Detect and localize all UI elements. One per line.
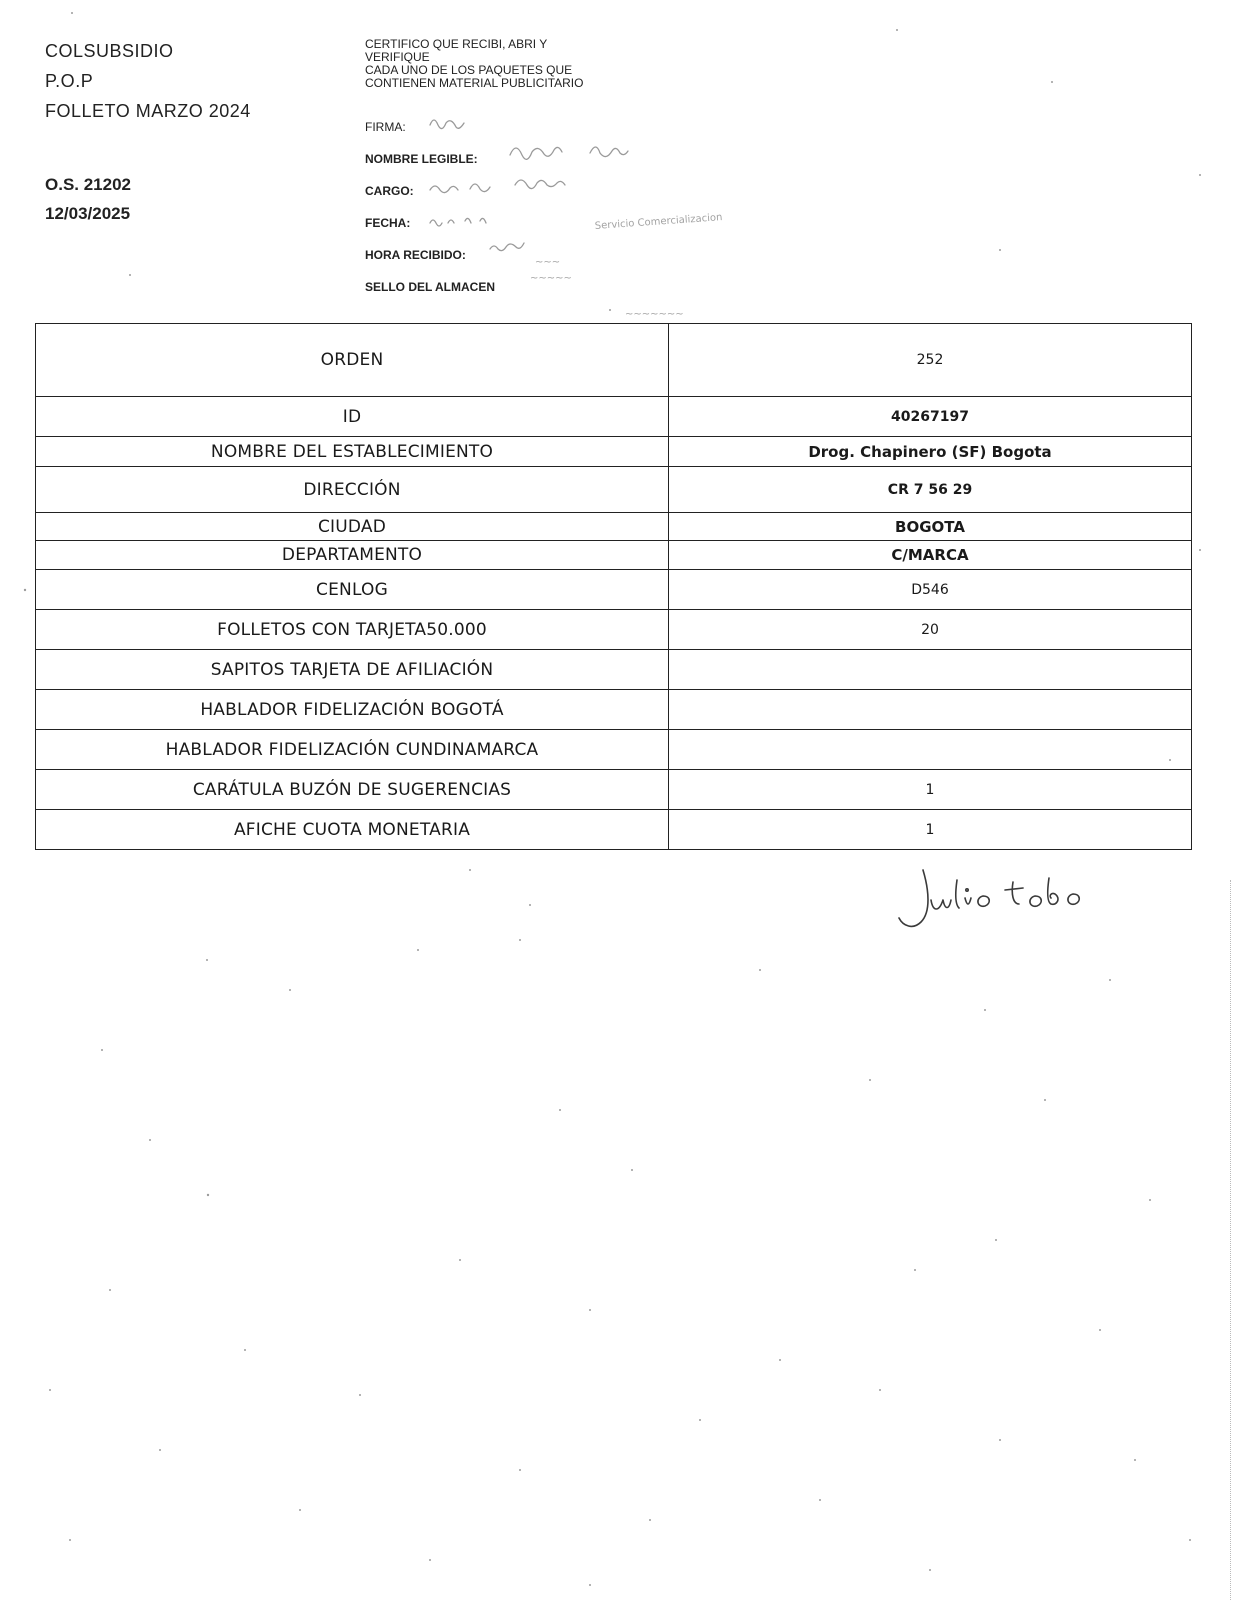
row-label-direccion: DIRECCIÓN	[36, 467, 669, 513]
row-value-cenlog: D546	[669, 570, 1192, 610]
svg-text:~~~~~: ~~~~~	[530, 273, 572, 284]
table-row	[36, 610, 1192, 650]
table-row	[36, 541, 1192, 570]
handwritten-signature	[895, 860, 1095, 940]
row-label-orden: ORDEN	[36, 324, 669, 397]
row-value-caratula: 1	[669, 770, 1192, 810]
row-label-departamento: DEPARTAMENTO	[36, 541, 669, 570]
table-row	[36, 730, 1192, 770]
table-row	[36, 810, 1192, 850]
cert-line-4: CONTIENEN MATERIAL PUBLICITARIO	[365, 76, 584, 90]
table-row	[36, 513, 1192, 541]
faint-handwriting	[420, 105, 860, 320]
row-value-departamento: C/MARCA	[669, 541, 1192, 570]
row-label-caratula: CARÁTULA BUZÓN DE SUGERENCIAS	[36, 770, 669, 810]
cert-line-1: CERTIFICO QUE RECIBI, ABRI Y	[365, 37, 548, 51]
row-value-hablador-bogota	[669, 690, 1192, 730]
table-row	[36, 467, 1192, 513]
row-value-orden: 252	[669, 324, 1192, 397]
folleto-title: FOLLETO MARZO 2024	[45, 101, 251, 121]
order-service-block	[45, 170, 131, 228]
row-value-id: 40267197	[669, 397, 1192, 437]
company-name: COLSUBSIDIO	[45, 41, 174, 61]
row-value-folletos: 20	[669, 610, 1192, 650]
table-row	[36, 690, 1192, 730]
row-label-sapitos: SAPITOS TARJETA DE AFILIACIÓN	[36, 650, 669, 690]
program-name: P.O.P	[45, 71, 94, 91]
svg-text:Servicio Comercializacion: Servicio Comercializacion	[594, 212, 723, 232]
table-row	[36, 397, 1192, 437]
table-row	[36, 570, 1192, 610]
cargo-label: CARGO:	[365, 184, 414, 198]
table-row	[36, 770, 1192, 810]
scan-edge-line	[1230, 880, 1232, 1600]
row-value-hablador-cundinamarca	[669, 730, 1192, 770]
row-label-afiche: AFICHE CUOTA MONETARIA	[36, 810, 669, 850]
cert-line-3: CADA UNO DE LOS PAQUETES QUE	[365, 63, 573, 77]
row-label-folletos: FOLLETOS CON TARJETA50.000	[36, 610, 669, 650]
row-label-hablador-bogota: HABLADOR FIDELIZACIÓN BOGOTÁ	[36, 690, 669, 730]
os-date: 12/03/2025	[45, 204, 131, 223]
delivery-table	[35, 323, 1192, 850]
row-value-afiche: 1	[669, 810, 1192, 850]
row-value-nombre: Drog. Chapinero (SF) Bogota	[669, 437, 1192, 467]
table-row	[36, 437, 1192, 467]
company-header	[45, 36, 251, 126]
row-value-ciudad: BOGOTA	[669, 513, 1192, 541]
row-label-ciudad: CIUDAD	[36, 513, 669, 541]
svg-text:~~~: ~~~	[535, 257, 561, 268]
hora-label: HORA RECIBIDO:	[365, 248, 466, 262]
cert-line-2: VERIFIQUE	[365, 50, 430, 64]
row-value-direccion: CR 7 56 29	[669, 467, 1192, 513]
row-label-hablador-cundinamarca: HABLADOR FIDELIZACIÓN CUNDINAMARCA	[36, 730, 669, 770]
fecha-label: FECHA:	[365, 216, 411, 230]
table-row	[36, 324, 1192, 397]
sello-label: SELLO DEL ALMACEN	[365, 280, 496, 294]
row-label-nombre: NOMBRE DEL ESTABLECIMIENTO	[36, 437, 669, 467]
row-label-cenlog: CENLOG	[36, 570, 669, 610]
row-label-id: ID	[36, 397, 669, 437]
firma-label: FIRMA:	[365, 120, 406, 134]
svg-text:~~~~~~~: ~~~~~~~	[625, 309, 684, 320]
certification-text	[365, 38, 583, 90]
os-number: O.S. 21202	[45, 175, 132, 194]
row-value-sapitos	[669, 650, 1192, 690]
table-row	[36, 650, 1192, 690]
nombre-label: NOMBRE LEGIBLE:	[365, 152, 478, 166]
